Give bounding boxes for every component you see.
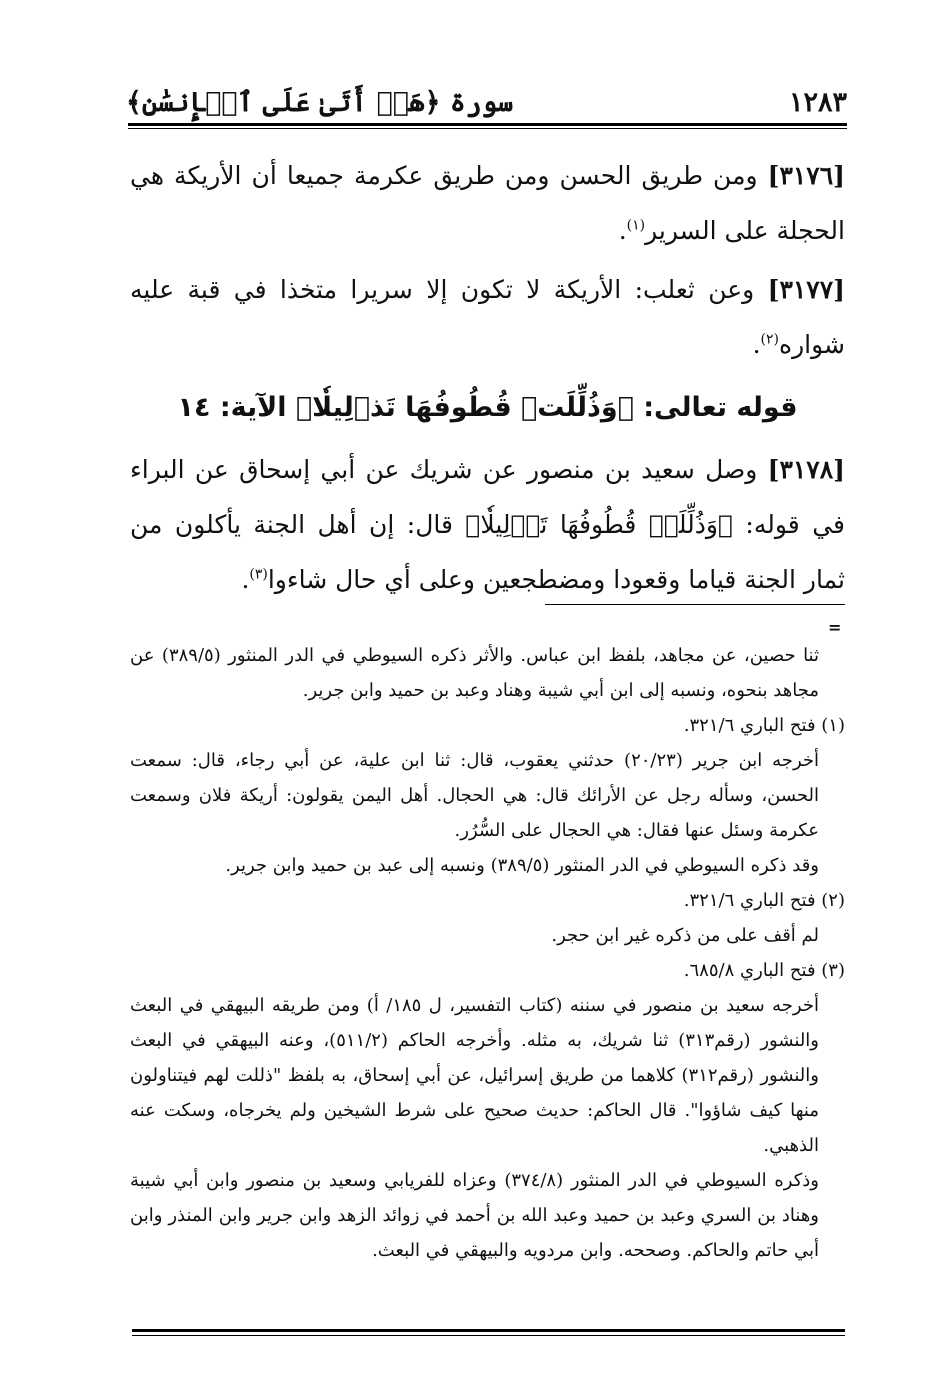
header-rule (128, 123, 847, 126)
footnote-3-ref: (٣) فتح الباري ٦٨٥/٨. (683, 960, 845, 981)
paragraph-3176 (130, 148, 845, 258)
section-heading: قوله تعالى: ﴿وَذُلِّلَتۡ قُطُوفُهَا تَذۡلِيلٗا﴾ الآية: ١٤ (177, 392, 798, 423)
footnote-marker[interactable]: (٢) (760, 331, 780, 348)
paragraph-end: . (752, 330, 761, 359)
running-header (126, 78, 847, 118)
surah-title: سورة ﴿هَلۡ أَتَىٰ عَلَى ٱلۡإِنسَٰنِ﴾ (126, 87, 514, 118)
paragraph-3177 (130, 262, 845, 372)
footnote-separator (545, 604, 845, 605)
footnote-1-text: أخرجه ابن جرير (٢٠/٢٣) حدثني يعقوب، قال: ثنا ابن علية، عن أبي رجاء، قال: سمعت الحسن، وسأله رجل عن الأرائك قال: هي الحجال. أهل اليمن يقولون: أريكة فلان وسمعت عكرمة وسئل عنها فقال: هي الحجال على السُّرُر. (130, 750, 819, 841)
main-text (130, 148, 845, 611)
paragraph-text: وعن ثعلب: الأريكة لا تكون إلا سريرا متخذا في قبة عليه شواره (130, 275, 845, 359)
footnote-continuation: ثنا حصين، عن مجاهد، بلفظ ابن عباس. والأثر ذكره السيوطي في الدر المنثور (٣٨٩/٥) عن مجاهد بنحوه، ونسبه إلى ابن أبي شيبة وهناد وعبد بن حميد وابن جرير. (130, 645, 819, 701)
bottom-rule-thin (132, 1335, 845, 1336)
paragraph-end: . (618, 216, 627, 245)
footnote-marker[interactable]: (١) (626, 217, 646, 234)
entry-number: [٣١٧٧] (767, 275, 845, 304)
entry-number: [٣١٧٦] (767, 161, 845, 190)
footnote-1-text-2: وقد ذكره السيوطي في الدر المنثور (٣٨٩/٥) ونسبه إلى عبد بن حميد وابن جرير. (225, 855, 819, 876)
footnote-3-text: أخرجه سعيد بن منصور في سننه (كتاب التفسير، ل ١٨٥/ أ) ومن طريقه البيهقي في البعث والنشور (رقم٣١٣) ثنا شريك، به مثله. وأخرجه الحاكم (٥١١/٢)، وعنه البيهقي في البعث والنشور (رقم٣١٢) كلاهما من طريق إسرائيل، عن أبي إسحاق، به بلفظ "ذللت لهم فيتناولون منها كيف شاؤوا". قال الحاكم: حديث صحيح على شرط الشيخين ولم يخرجاه، وسكت عنه الذهبي. (130, 995, 820, 1156)
paragraph-end: . (241, 565, 250, 594)
footnote-marker[interactable]: (٣) (249, 566, 268, 583)
bottom-rule (132, 1329, 845, 1332)
header-rule-thin (128, 128, 847, 129)
paragraph-text: وصل سعيد بن منصور عن شريك عن أبي إسحاق عن البراء في قوله: ﴿وَذُلِّلَتۡ قُطُوفُهَا تَذۡلِيلٗا﴾ قال: إن أهل الجنة يأكلون من ثمار الجنة قياما وقعودا ومضطجعين وعلى أي حال شاءوا (130, 455, 845, 594)
footnote-2-ref: (٢) فتح الباري ٣٢١/٦. (683, 890, 845, 911)
paragraph-3178 (130, 442, 845, 607)
entry-number: [٣١٧٨] (767, 455, 845, 484)
footnotes (130, 638, 845, 1268)
footnote-2-text: لم أقف على من ذكره غير ابن حجر. (551, 925, 819, 946)
footnote-1-ref: (١) فتح الباري ٣٢١/٦. (683, 715, 845, 736)
paragraph-text: ومن طريق الحسن ومن طريق عكرمة جميعا أن الأريكة هي الحجلة على السرير (130, 161, 845, 245)
footnote-3-text-2: وذكره السيوطي في الدر المنثور (٣٧٤/٨) وعزاه للفريابي وسعيد بن منصور وابن أبي شيبة وهناد بن السري وعبد بن حميد وعبد الله بن أحمد في زوائد الزهد وابن جرير وابن المنذر وابن أبي حاتم والحاكم. وصححه. وابن مردويه والبيهقي في البعث. (130, 1170, 819, 1261)
continuation-mark: = (828, 618, 842, 637)
page-number: ١٢٨٣ (788, 87, 847, 118)
